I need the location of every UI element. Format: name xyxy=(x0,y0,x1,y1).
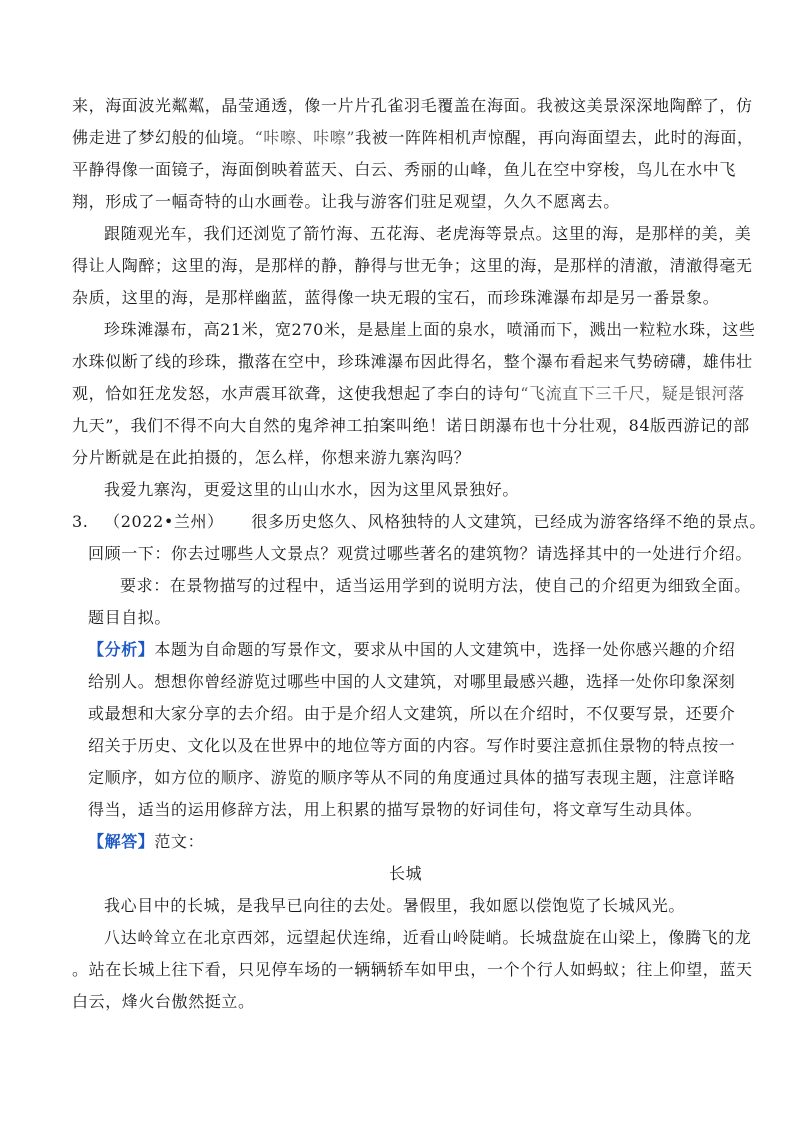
essay-line: 白云，烽火台傲然挺立。 xyxy=(72,992,255,1011)
analysis-text: 本题为自命题的写景作文，要求从中国的人文建筑中，选择一处你感兴趣的介绍 xyxy=(154,640,736,659)
quoted-sound: “咔嚓、咔嚓” xyxy=(254,128,356,147)
passage-line: 杂质，这里的海，是那样幽蓝，蓝得像一块无瑕的宝石，而珍珠滩瀑布却是另一番景象。 xyxy=(72,288,720,307)
passage-line: 珍珠滩瀑布，高21米，宽270米，是悬崖上面的泉水，喷涌而下，溅出一粒粒水珠，这些 xyxy=(104,320,756,339)
passage-line: 平静得像一面镜子，海面倒映着蓝天、白云、秀丽的山峰，鱼儿在空中穿梭，鸟儿在水中飞 xyxy=(72,160,737,179)
question-header xyxy=(72,512,766,532)
passage-line: 九天”，我们不得不向大自然的鬼斧神工拍案叫绝！诺日朗瀑布也十分壮观，84版西游记的部 xyxy=(72,416,750,435)
question-prompt-line: 回顾一下：你去过哪些人文景点？观赏过哪些著名的建筑物？请选择其中的一处进行介绍。 xyxy=(88,544,753,563)
analysis-line: 绍关于历史、文化以及在世界中的地位等方面的内容。写作时要注意抓住景物的特点按一 xyxy=(88,736,736,755)
analysis-line: 给别人。想想你曾经游览过哪些中国的人文建筑，对哪里最感兴趣，选择一处你印象深刻 xyxy=(88,672,736,691)
question-number: 3. xyxy=(72,512,89,531)
essay-line: 我心目中的长城，是我早已向往的去处。暑假里，我如愿以偿饱览了长城风光。 xyxy=(104,896,686,915)
essay-line: 八达岭耸立在北京西郊，远望起伏连绵，近看山岭陡峭。长城盘旋在山梁上，像腾飞的龙 xyxy=(104,928,752,947)
analysis-line: 得当，适当的运用修辞方法，用上积累的描写景物的好词佳句，将文章写生动具体。 xyxy=(88,800,703,819)
passage-line: 分片断就是在此拍摄的，怎么样，你想来游九寨沟吗？ xyxy=(72,448,471,467)
essay-title: 长城 xyxy=(389,864,423,883)
passage-text: 佛走进了梦幻般的仙境。 xyxy=(72,128,255,147)
essay-line: 。站在长城上往下看，只见停车场的一辆辆轿车如甲虫，一个个行人如蚂蚁；往上仰望，蓝天 xyxy=(72,960,753,979)
question-requirement: 题目自拟。 xyxy=(88,608,172,627)
analysis-line xyxy=(88,640,735,660)
question-source: （2022•兰州） xyxy=(104,512,224,531)
answer-tag: 【解答】 xyxy=(88,832,155,851)
passage-line: 得让人陶醉；这里的海，是那样的静，静得与世无争；这里的海，是那样的清澈，清澈得毫无 xyxy=(72,256,753,275)
poem-quote: “飞流直下三千尺，疑是银河落 xyxy=(520,384,745,403)
question-requirement: 要求：在景物描写的过程中，适当运用学到的说明方法，使自己的介绍更为细致全面。 xyxy=(120,576,751,595)
answer-label: 范文： xyxy=(154,832,205,851)
question-prompt: 很多历史悠久、风格独特的人文建筑，已经成为游客络绎不绝的景点。 xyxy=(251,512,767,531)
passage-text: 观，恰如狂龙发怒，水声震耳欲聋，这使我想起了李白的诗句 xyxy=(72,384,521,403)
passage-line xyxy=(72,384,745,404)
analysis-line: 或最想和大家分享的去介绍。由于是介绍人文建筑，所以在介绍时，不仅要写景，还要介 xyxy=(88,704,736,723)
passage-text: 我被一阵阵相机声惊醒，再向海面望去，此时的海面， xyxy=(355,128,754,147)
analysis-line: 定顺序，如方位的顺序、游览的顺序等从不同的角度通过具体的描写表现主题，注意详略 xyxy=(88,768,736,787)
answer-line xyxy=(88,832,204,852)
passage-line xyxy=(72,128,754,148)
passage-line: 我爱九寨沟，更爱这里的山山水水，因为这里风景独好。 xyxy=(104,480,520,499)
analysis-tag: 【分析】 xyxy=(88,640,155,659)
passage-line: 跟随观光车，我们还浏览了箭竹海、五花海、老虎海等景点。这里的海，是那样的美，美 xyxy=(104,224,752,243)
passage-line: 水珠似断了线的珍珠，撒落在空中，珍珠滩瀑布因此得名，整个瀑布看起来气势磅礴，雄伟壮 xyxy=(72,352,753,371)
passage-line: 来，海面波光粼粼，晶莹通透，像一片片孔雀羽毛覆盖在海面。我被这美景深深地陶醉了，仿 xyxy=(72,96,753,115)
passage-line: 翔，形成了一幅奇特的山水画卷。让我与游客们驻足观望，久久不愿离去。 xyxy=(72,192,620,211)
